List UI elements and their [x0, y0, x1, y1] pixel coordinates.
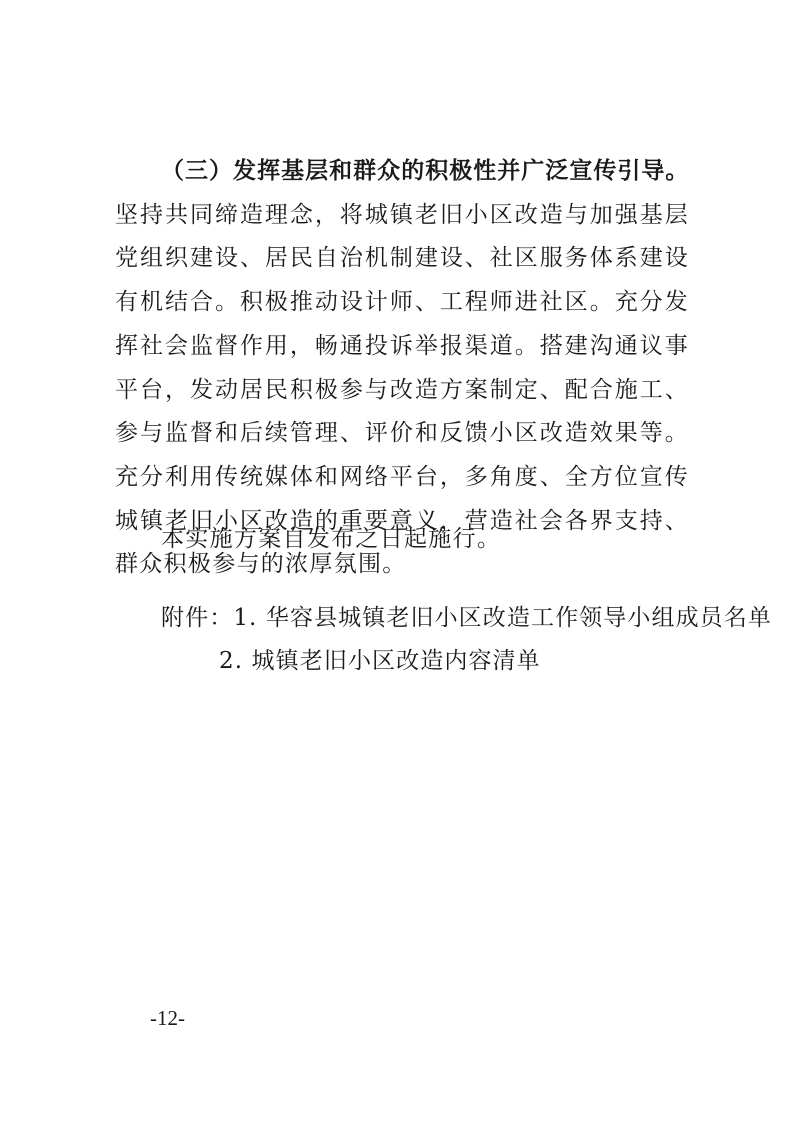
page-number: -12-: [150, 1006, 185, 1030]
attachments-prefix: 附件：: [161, 605, 234, 631]
attachment-item-2: [161, 640, 772, 683]
section-heading: （三）发挥基层和群众的积极性并广泛宣传引导。: [161, 158, 689, 184]
attachment-title-2: 2. 城镇老旧小区改造内容清单: [219, 648, 541, 674]
section-body: 坚持共同缔造理念，将城镇老旧小区改造与加强基层党组织建设、居民自治机制建设、社区服务体系建设有机结合。积极推动设计师、工程师进社区。充分发挥社会监督作用，畅通投诉举报渠道。搭建沟通议事平台，发动居民积极参与改造方案制定、配合施工、参与监督和后续管理、评价和反馈小区改造效果等。充分利用传统媒体和网络平台，多角度、全方位宣传城镇老旧小区改造的重要意义，营造社会各界支持、群众积极参与的浓厚氛围。: [115, 201, 689, 578]
attachment-item-1: [161, 597, 772, 640]
attachment-title-1: 1. 华容县城镇老旧小区改造工作领导小组成员名单: [233, 605, 772, 631]
closing-statement: 本实施方案自发布之日起施行。: [161, 526, 502, 552]
attachments-list: [161, 597, 772, 683]
